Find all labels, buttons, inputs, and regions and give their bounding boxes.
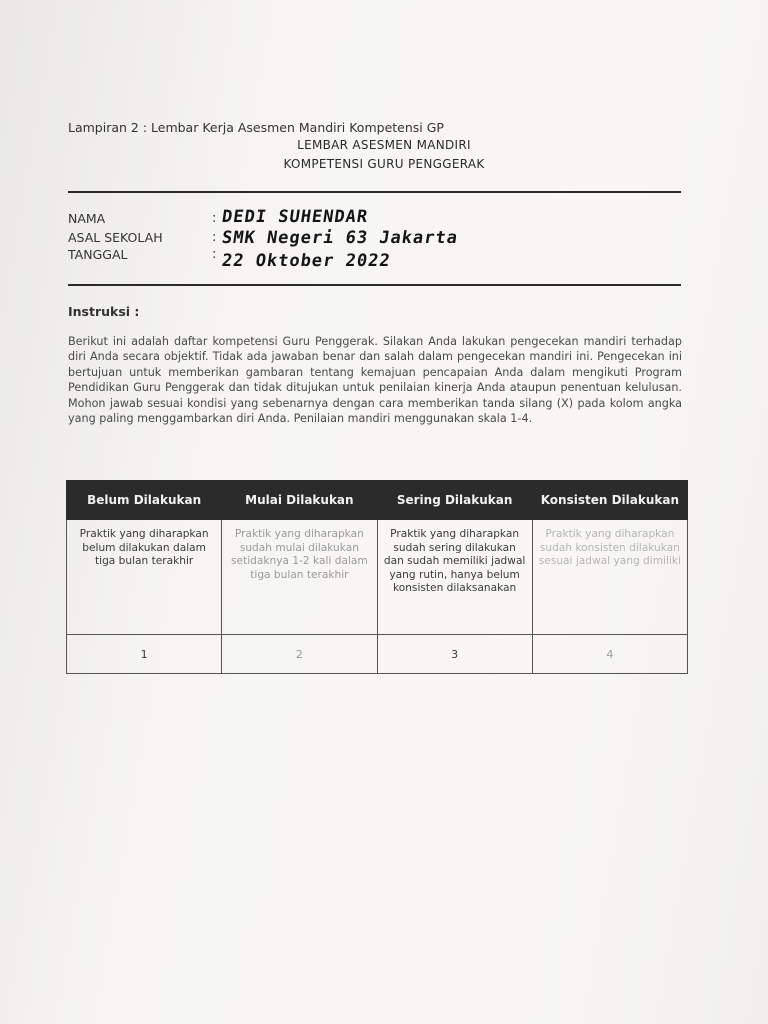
score-cell-2[interactable]: 2 (222, 635, 377, 674)
instructions-heading: Instruksi : (68, 304, 140, 319)
field-value-nama: DEDI SUHENDAR (220, 207, 370, 227)
description-cell-4: Praktik yang diharapkan sudah konsisten dilakukan sesuai jadwal yang dimiliki (532, 520, 687, 635)
field-colon: : (212, 211, 217, 226)
description-cell-3: Praktik yang diharapkan sudah sering dilakukan dan sudah memiliki jadwal yang rutin, hanya belum konsisten dilaksanakan (377, 520, 532, 635)
header-mulai-dilakukan: Mulai Dilakukan (222, 481, 377, 520)
field-colon: : (212, 230, 217, 245)
header-sering-dilakukan: Sering Dilakukan (377, 481, 532, 520)
title-line-2: KOMPETENSI GURU PENGGERAK (283, 157, 485, 171)
table-row-descriptions (67, 520, 688, 635)
top-divider (68, 191, 681, 193)
field-label-tanggal: TANGGAL (68, 247, 128, 262)
description-cell-2: Praktik yang diharapkan sudah mulai dilakukan setidaknya 1-2 kali dalam tiga bulan terakhir (222, 520, 377, 635)
attachment-line: Lampiran 2 : Lembar Kerja Asesmen Mandiri Kompetensi GP (68, 120, 444, 135)
assessment-scale-table (66, 480, 688, 674)
bottom-divider (68, 284, 681, 286)
title-line-1: LEMBAR ASESMEN MANDIRI (297, 138, 471, 152)
header-konsisten-dilakukan: Konsisten Dilakukan (532, 481, 687, 520)
table-row-scores (67, 635, 688, 674)
score-cell-1[interactable]: 1 (67, 635, 222, 674)
field-value-asal-sekolah: SMK Negeri 63 Jakarta (220, 228, 460, 248)
description-cell-1: Praktik yang diharapkan belum dilakukan dalam tiga bulan terakhir (67, 520, 222, 635)
header-belum-dilakukan: Belum Dilakukan (67, 481, 222, 520)
score-cell-4[interactable]: 4 (532, 635, 687, 674)
field-value-tanggal: 22 Oktober 2022 (220, 251, 392, 271)
table-header-row (67, 481, 688, 520)
field-label-nama: NAMA (68, 211, 106, 226)
field-colon: : (212, 247, 217, 262)
field-label-asal-sekolah: ASAL SEKOLAH (68, 230, 163, 245)
instructions-body: Berikut ini adalah daftar kompetensi Guru Penggerak. Silakan Anda lakukan pengecekan mandiri terhadap diri Anda secara objektif. Tidak ada jawaban benar dan salah dalam pengecekan mandiri ini. Pengecekan ini bertujuan untuk memberikan gambaran tentang kemajuan pencapaian Anda dalam mengikuti Program Pendidikan Guru Penggerak dan tidak ditujukan untuk penilaian kinerja Anda ataupun penentuan kelulusan. Mohon jawab sesuai kondisi yang sebenarnya dengan cara memberikan tanda silang (X) pada kolom angka yang paling menggambarkan diri Anda. Penilaian mandiri menggunakan skala 1-4. (68, 335, 682, 426)
score-cell-3[interactable]: 3 (377, 635, 532, 674)
